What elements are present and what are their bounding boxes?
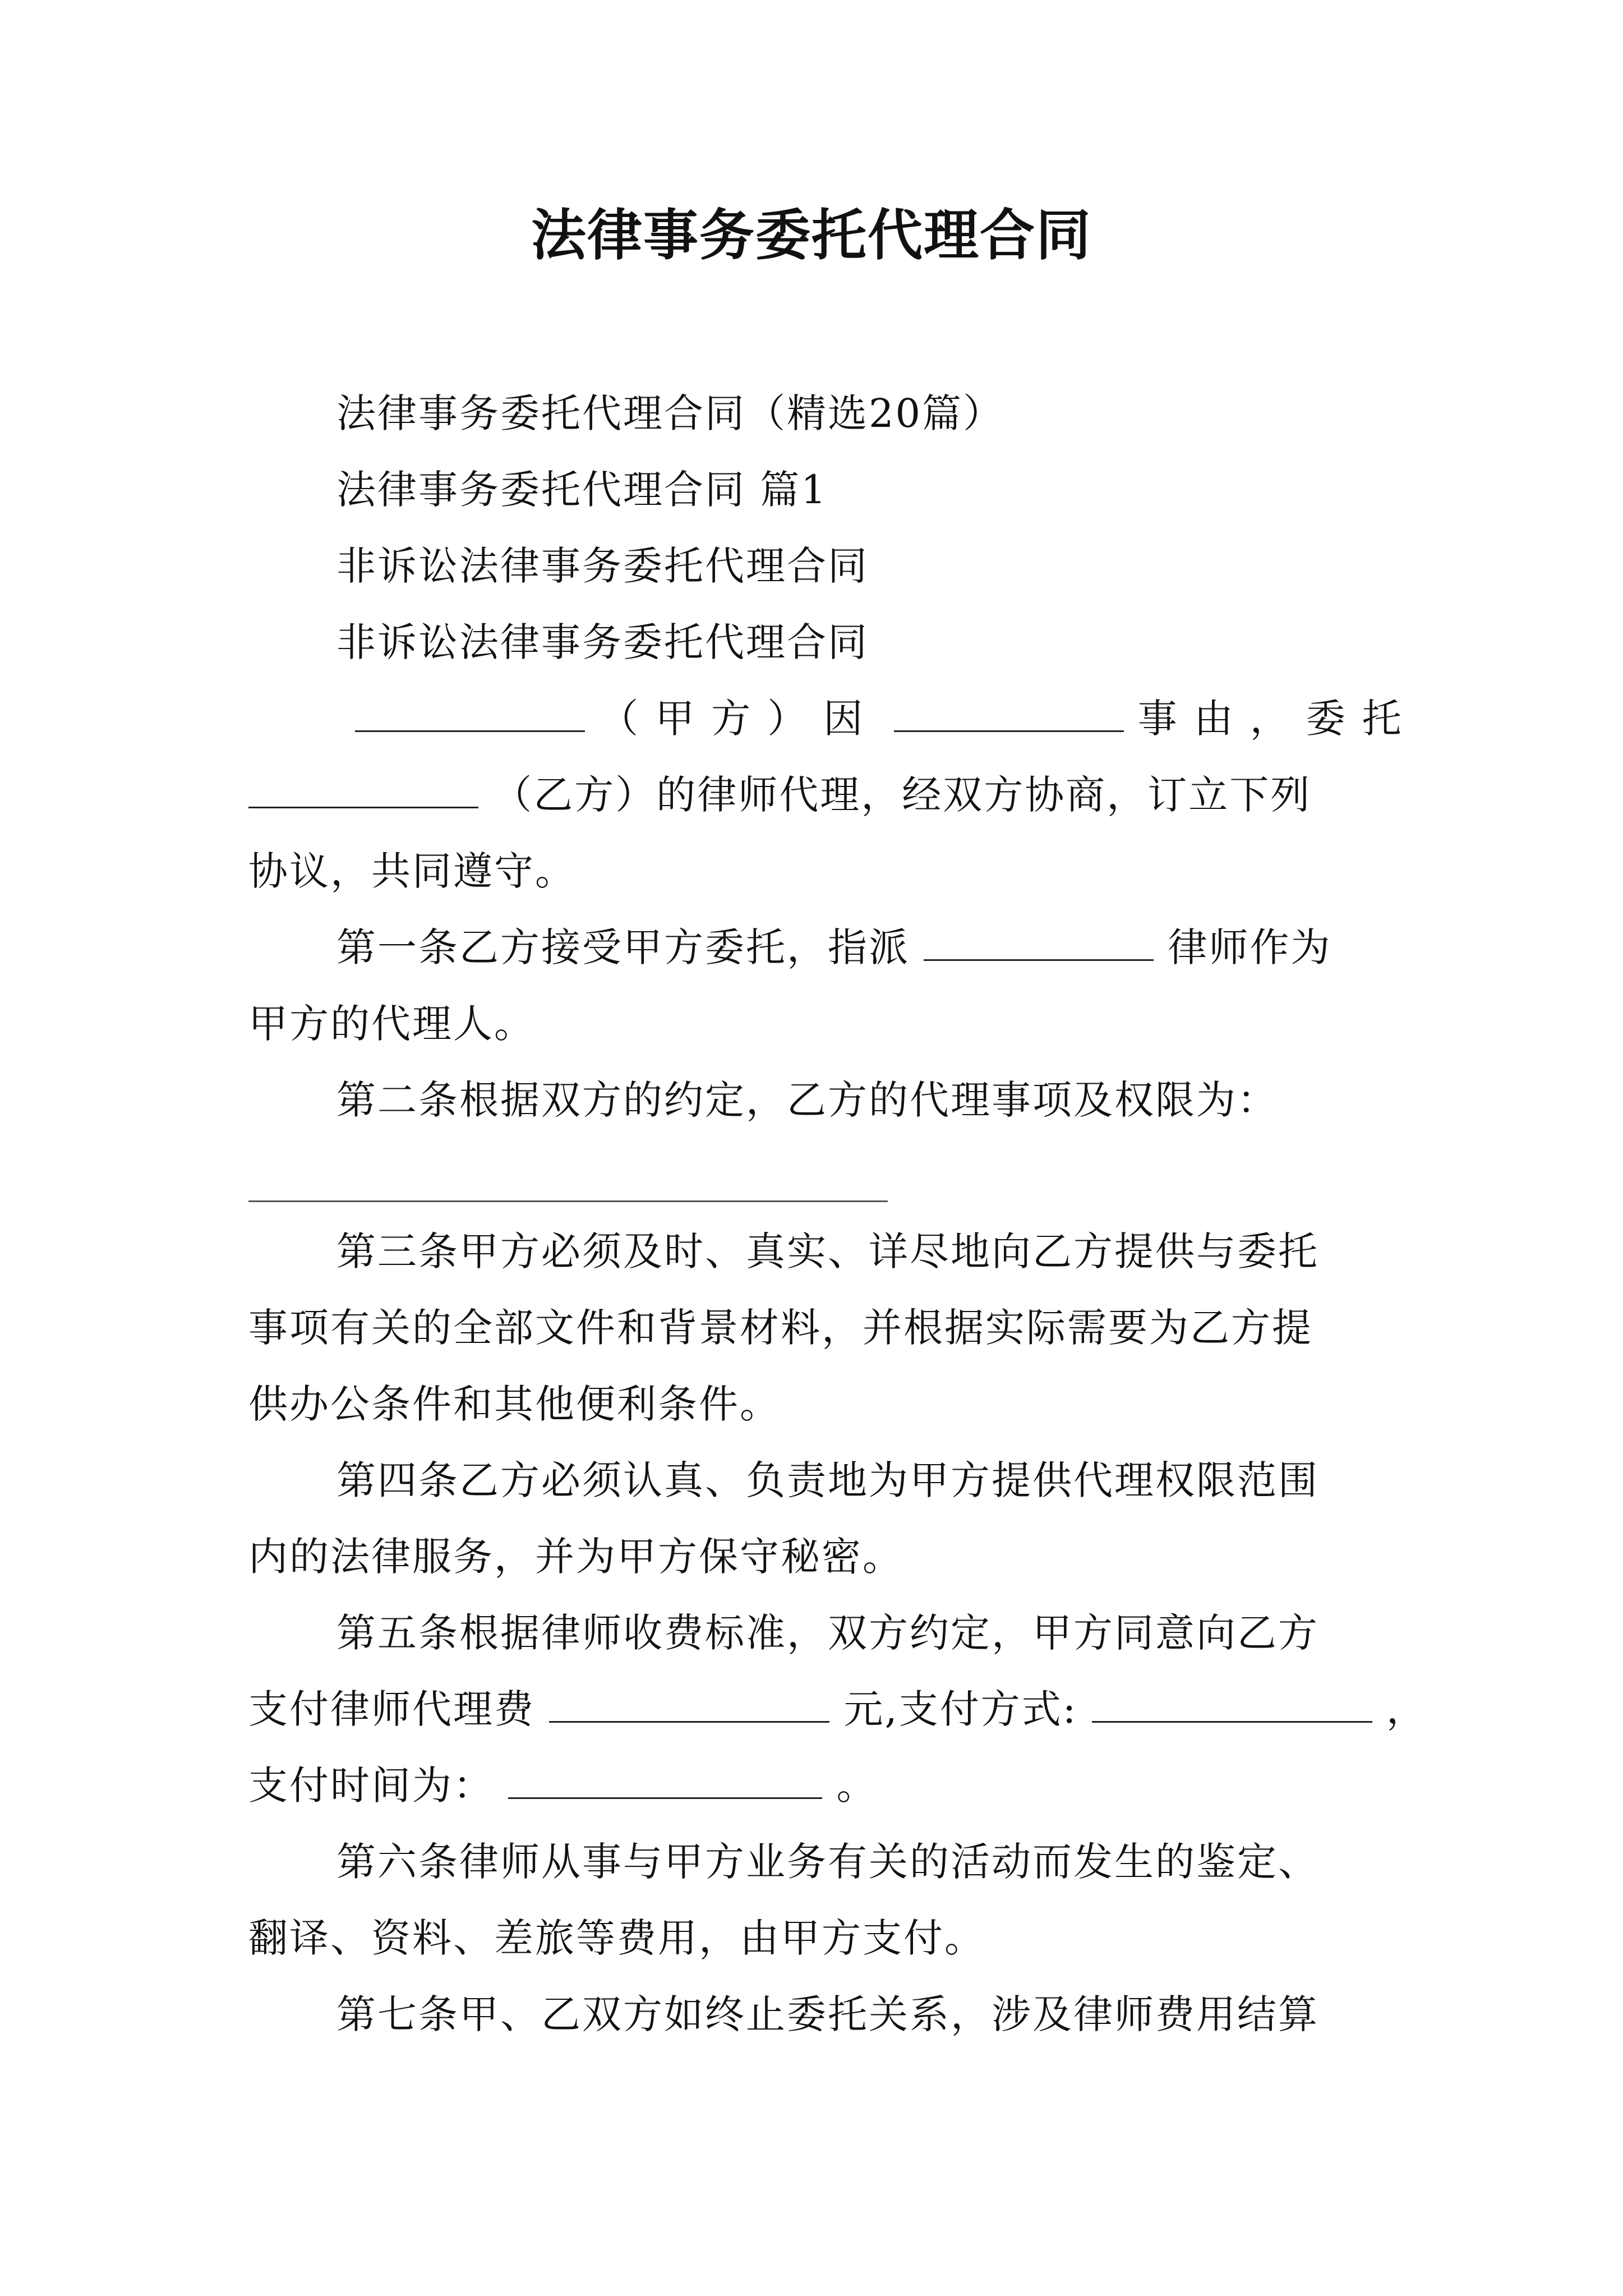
intro-line-2 bbox=[248, 770, 1311, 820]
article-1-line-2: 甲方的代理人。 bbox=[248, 1001, 535, 1047]
article-3-line-1: 第三条甲方必须及时、真实、详尽地向乙方提供与委托 bbox=[336, 1228, 1319, 1274]
article-3-line-3: 供办公条件和其他便利条件。 bbox=[248, 1381, 781, 1427]
heading-noncourt-2: 非诉讼法律事务委托代理合同 bbox=[336, 619, 869, 665]
article-4-line-2: 内的法律服务，并为甲方保守秘密。 bbox=[248, 1534, 903, 1580]
article-5-text-a: 支付律师代理费 bbox=[248, 1686, 535, 1732]
article-5-line-1: 第五条根据律师收费标准，双方约定，甲方同意向乙方 bbox=[336, 1610, 1319, 1656]
article-2: 第二条根据双方的约定，乙方的代理事项及权限为： bbox=[336, 1077, 1278, 1123]
article-1-text-a: 第一条乙方接受甲方委托，指派 bbox=[336, 924, 910, 970]
blank-payment-time bbox=[508, 1763, 822, 1799]
article-6-line-2: 翻译、资料、差旅等费用，由甲方支付。 bbox=[248, 1915, 985, 1961]
article-5-line-3 bbox=[248, 1760, 878, 1811]
article-5-text-d: 支付时间为： bbox=[248, 1763, 494, 1809]
intro-line-1 bbox=[355, 693, 1418, 744]
intro-text-line2: （乙方）的律师代理，经双方协商，订立下列 bbox=[492, 772, 1312, 818]
article-3-line-2: 事项有关的全部文件和背景材料，并根据实际需要为乙方提 bbox=[248, 1305, 1313, 1351]
article-7-line-1: 第七条甲、乙双方如终止委托关系，涉及律师费用结算 bbox=[336, 1991, 1319, 2037]
article-6-line-1: 第六条律师从事与甲方业务有关的活动而发生的鉴定、 bbox=[336, 1839, 1319, 1885]
article-1-line-1 bbox=[336, 922, 1332, 973]
intro-text-a: （甲方）因 bbox=[599, 696, 880, 742]
blank-agency-scope bbox=[248, 1200, 888, 1202]
intro-text-b: 事由，委托 bbox=[1137, 696, 1418, 742]
blank-lawyer bbox=[924, 924, 1154, 961]
blank-party-a bbox=[355, 696, 585, 732]
article-5-text-c: ， bbox=[1386, 1686, 1427, 1732]
blank-party-b bbox=[248, 772, 478, 808]
heading-noncourt-1: 非诉讼法律事务委托代理合同 bbox=[336, 543, 869, 589]
heading-part1: 法律事务委托代理合同 篇1 bbox=[336, 467, 828, 513]
heading-collection: 法律事务委托代理合同（精选20篇） bbox=[336, 390, 1004, 436]
blank-matter bbox=[894, 696, 1124, 732]
article-1-text-b: 律师作为 bbox=[1168, 924, 1332, 970]
blank-payment-method bbox=[1092, 1686, 1372, 1723]
article-5-text-e: 。 bbox=[836, 1763, 878, 1809]
intro-line-3: 协议，共同遵守。 bbox=[248, 848, 576, 894]
article-4-line-1: 第四条乙方必须认真、负责地为甲方提供代理权限范围 bbox=[336, 1457, 1319, 1503]
article-5-text-b: 元,支付方式: bbox=[843, 1686, 1078, 1732]
blank-fee bbox=[549, 1686, 829, 1723]
article-5-line-2 bbox=[248, 1684, 1427, 1734]
document-title: 法律事务委托代理合同 bbox=[531, 204, 1092, 268]
